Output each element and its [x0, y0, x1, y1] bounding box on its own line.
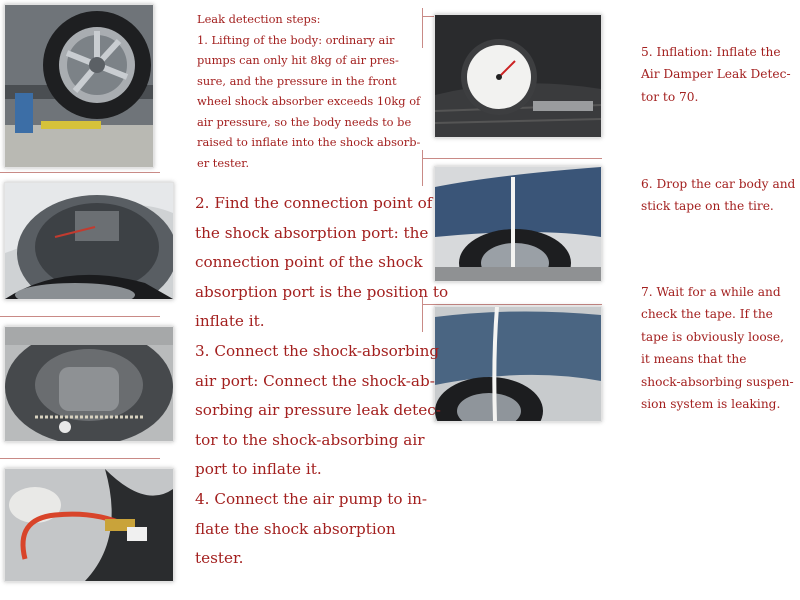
step-line: absorption port is the position to — [195, 282, 449, 301]
photo-shock-port — [4, 182, 174, 300]
step-line: Air Damper Leak Detec- — [641, 67, 791, 82]
step-2-text — [195, 189, 448, 337]
step-line: shock-absorbing suspen- — [641, 374, 794, 389]
step-line: the shock absorption port: the — [195, 223, 429, 242]
step-line: 4. Connect the air pump to in- — [195, 490, 428, 508]
step-line: tester. — [195, 549, 244, 568]
photo-tape-check — [434, 306, 602, 422]
step-line: tor to the shock-absorbing air — [195, 430, 425, 449]
step-3-text — [195, 337, 441, 485]
step-line: 3. Connect the shock-absorbing — [195, 342, 440, 360]
step-line: 2. Find the connection point of — [195, 194, 433, 212]
step-5-text — [641, 41, 791, 108]
step-line: 5. Inflation: Inflate the — [641, 45, 781, 59]
step-line: sorbing air pressure leak detec- — [195, 401, 441, 420]
step-line: connection point of the shock — [195, 253, 423, 272]
divider-line — [0, 172, 160, 173]
step-line: stick tape on the tire. — [641, 199, 774, 214]
divider-line — [0, 316, 160, 317]
step-4-text — [195, 485, 427, 574]
step-line: 7. Wait for a while and — [641, 285, 781, 299]
photo-tape-on-tire — [434, 166, 602, 282]
step-line: flate the shock absorption — [195, 519, 396, 538]
divider-line — [422, 8, 423, 48]
intro-text — [197, 9, 420, 173]
photo-pressure-gauge — [434, 14, 602, 138]
intro-line: sure, and the pressure in the front — [197, 73, 397, 88]
step-line: check the tape. If the — [641, 307, 773, 322]
step-line: port to inflate it. — [195, 460, 322, 479]
divider-line — [422, 150, 423, 186]
step-line: it means that the — [641, 352, 747, 367]
divider-line — [0, 458, 160, 459]
step-line: tor to 70. — [641, 89, 699, 104]
step-7-text — [641, 281, 794, 415]
intro-line: raised to inflate into the shock absorb- — [197, 135, 421, 149]
step-line: air port: Connect the shock-ab- — [195, 371, 435, 390]
divider-line — [422, 158, 602, 159]
intro-line: 1. Lifting of the body: ordinary air — [197, 32, 395, 47]
step-line: tape is obviously loose, — [641, 329, 785, 344]
divider-line — [422, 304, 602, 305]
step-line: 6. Drop the car body and — [641, 177, 796, 191]
step-line: sion system is leaking. — [641, 397, 781, 412]
step-6-text — [641, 173, 795, 218]
intro-line: air pressure, so the body needs to be — [197, 114, 412, 129]
intro-line: Leak detection steps: — [197, 12, 321, 26]
photo-lifted-wheel — [4, 4, 154, 168]
photo-air-pump-hose — [4, 468, 174, 582]
step-line: inflate it. — [195, 312, 265, 331]
intro-line: wheel shock absorber exceeds 10kg of — [197, 94, 421, 108]
intro-line: pumps can only hit 8kg of air pres- — [197, 53, 399, 67]
photo-air-spring — [4, 326, 174, 442]
intro-line: er tester. — [197, 155, 250, 170]
